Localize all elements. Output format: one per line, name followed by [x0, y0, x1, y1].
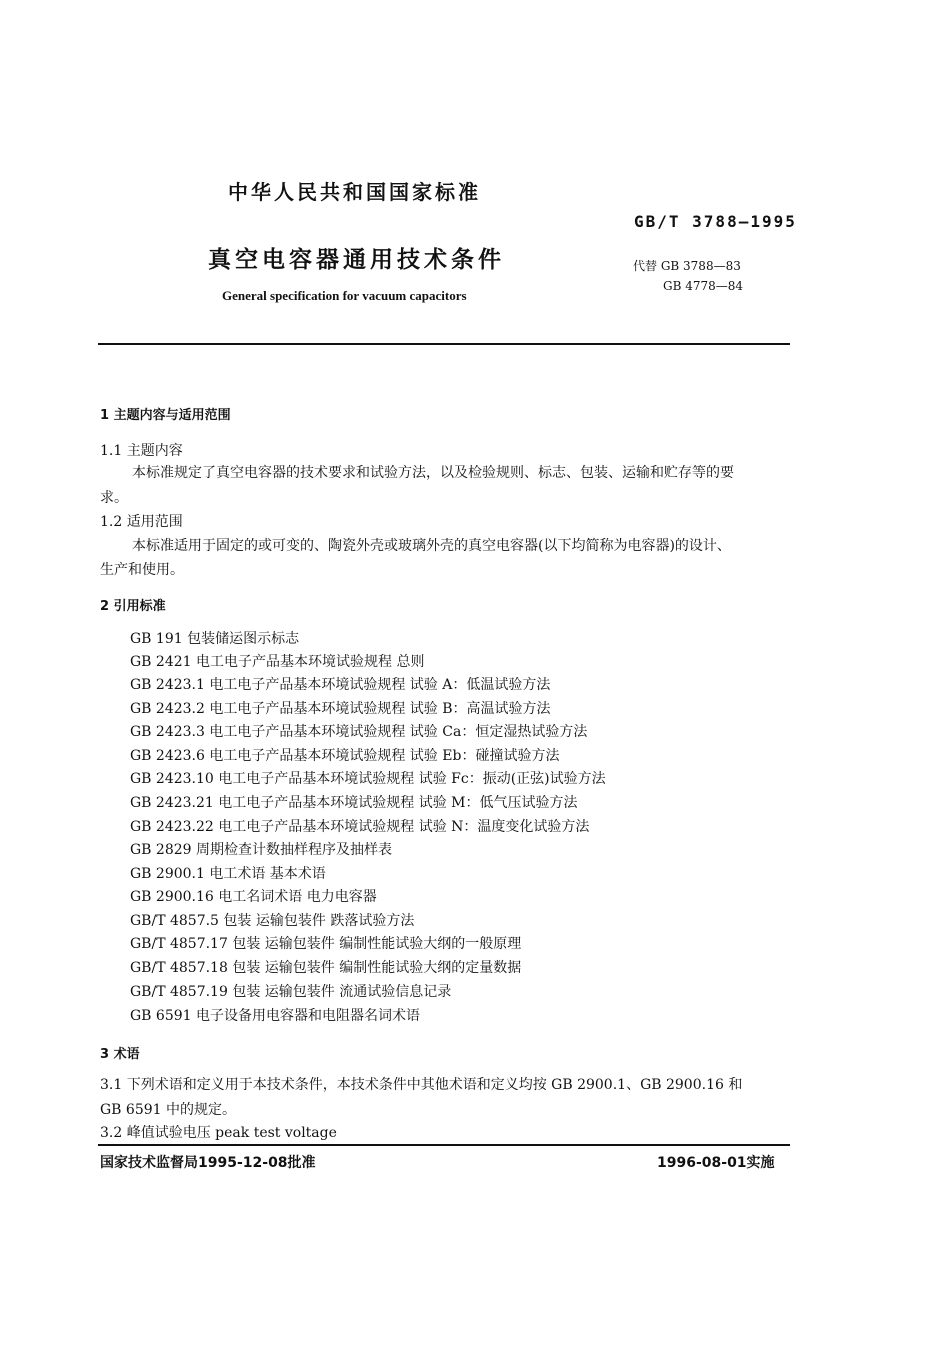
section-1-1-heading: 1.1 主题内容 — [100, 443, 183, 459]
section-1-heading: 1 主题内容与适用范围 — [100, 408, 231, 423]
reference-item: GB 6591 电子设备用电容器和电阻器名词术语 — [130, 1008, 420, 1024]
approval-line: 国家技术监督局1995-12-08批准 — [100, 1155, 316, 1171]
reference-item: GB 2423.22 电工电子产品基本环境试验规程 试验 N：温度变化试验方法 — [130, 819, 590, 835]
reference-item: GB/T 4857.17 包装 运输包装件 编制性能试验大纲的一般原理 — [130, 936, 522, 952]
section-1-1-text-line2: 求。 — [100, 490, 128, 506]
section-1-2-text-line1: 本标准适用于固定的或可变的、陶瓷外壳或玻璃外壳的真空电容器(以下均简称为电容器)的设计、 — [132, 538, 731, 554]
effective-date: 1996-08-01实施 — [657, 1155, 775, 1171]
section-2-heading: 2 引用标准 — [100, 599, 166, 614]
reference-item: GB 2423.3 电工电子产品基本环境试验规程 试验 Ca：恒定湿热试验方法 — [130, 724, 588, 740]
replaces-line-1: 代替 GB 3788—83 — [633, 259, 741, 273]
reference-item: GB 2423.10 电工电子产品基本环境试验规程 试验 Fc：振动(正弦)试验方法 — [130, 771, 606, 787]
section-1-2-text-line2: 生产和使用。 — [100, 562, 184, 578]
section-1-1-text-line1: 本标准规定了真空电容器的技术要求和试验方法，以及检验规则、标志、包装、运输和贮存等的要 — [132, 465, 734, 481]
section-3-heading: 3 术语 — [100, 1047, 140, 1062]
reference-item: GB 2423.2 电工电子产品基本环境试验规程 试验 B：高温试验方法 — [130, 701, 551, 717]
replaces-line-2: GB 4778—84 — [663, 279, 744, 293]
reference-item: GB/T 4857.18 包装 运输包装件 编制性能试验大纲的定量数据 — [130, 960, 522, 976]
page-title: 真空电容器通用技术条件 — [208, 247, 505, 273]
section-3-2-text: 3.2 峰值试验电压 peak test voltage — [100, 1125, 337, 1141]
footer-divider — [98, 1144, 790, 1146]
reference-item: GB 2900.16 电工名词术语 电力电容器 — [130, 889, 377, 905]
section-3-1-text-line2: GB 6591 中的规定。 — [100, 1102, 237, 1118]
reference-item: GB 2900.1 电工术语 基本术语 — [130, 866, 326, 882]
reference-item: GB/T 4857.5 包装 运输包装件 跌落试验方法 — [130, 913, 415, 929]
reference-item: GB 2421 电工电子产品基本环境试验规程 总则 — [130, 654, 425, 670]
section-1-2-heading: 1.2 适用范围 — [100, 514, 183, 530]
reference-item: GB 2829 周期检查计数抽样程序及抽样表 — [130, 842, 393, 858]
section-3-1-text-line1: 3.1 下列术语和定义用于本技术条件，本技术条件中其他术语和定义均按 GB 2900.1、GB 2900.16 和 — [100, 1077, 743, 1093]
reference-item: GB 2423.21 电工电子产品基本环境试验规程 试验 M：低气压试验方法 — [130, 795, 578, 811]
reference-item: GB 2423.6 电工电子产品基本环境试验规程 试验 Eb：碰撞试验方法 — [130, 748, 560, 764]
reference-item: GB 191 包装储运图示标志 — [130, 631, 300, 647]
reference-item: GB/T 4857.19 包装 运输包装件 流通试验信息记录 — [130, 984, 452, 1000]
reference-item: GB 2423.1 电工电子产品基本环境试验规程 试验 A：低温试验方法 — [130, 677, 551, 693]
standard-code: GB/T 3788—1995 — [634, 212, 797, 231]
national-standard-heading: 中华人民共和国国家标准 — [228, 180, 481, 204]
page-title-english: General specification for vacuum capacitors — [222, 288, 467, 303]
header-divider — [98, 343, 790, 345]
